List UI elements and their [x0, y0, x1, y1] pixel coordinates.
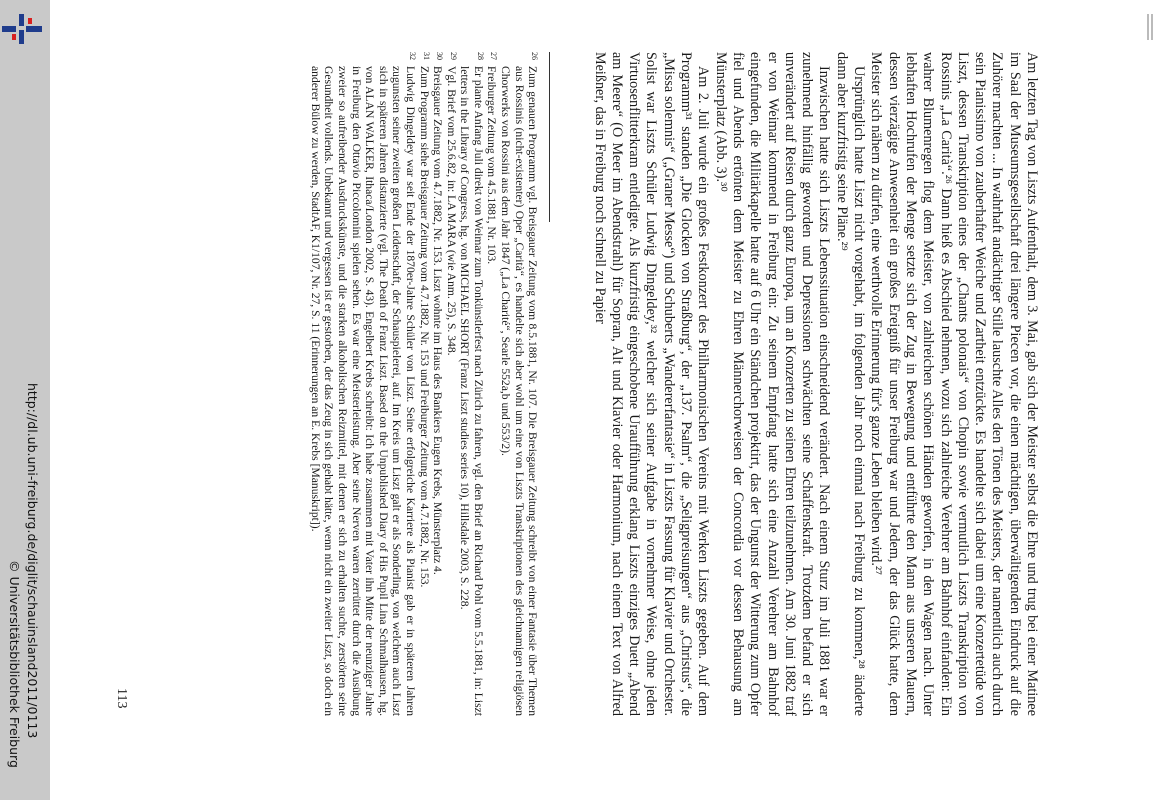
footnote: [485, 52, 499, 716]
footnote-number: 30: [435, 52, 445, 60]
footnote-number: 26: [530, 52, 540, 60]
footnote-number: 32: [407, 52, 417, 60]
copyright-notice: © Universitätsbibliothek Freiburg: [7, 560, 22, 768]
body-paragraph: Am letzten Tag von Liszts Aufenthalt, dem 3. Mai, gab sich der Meister selbst die Ehre und trug bei einer Matinee im Saal der Museumsgesellschaft drei längere Piecen vor, die einen mächtigen, überwältigenden Eindruck auf die Zuhörer machten ... In wahrhaft andächtiger Stille lauschte Alles den Tönen des Meisters, der namentlich auch durch sein Pianissimo von zauberhafter Weiche und Zartheit entzückte. Es handelte sich dabei um eine Konzertetüde von Liszt, dessen Transkription eines der „Chants polonais“ von Chopin sowie vermutlich Liszts Transkription von Rossinis „La Carità“.²⁶ Dann hieß es Abschied nehmen, wozu sich zahlreiche Verehrer am Bahnhof einfanden: Ein wahrer Blumenregen flog dem Meister, von zahlreichen schönen Händen geworfen, in den Wagen nach. Unter lebhaften Hochrufen der Menge setzte sich der Zug in Bewegung und entführte den Mann aus unseren Mauern, dessen vierzägige Anwesenheit ein großes Ereigniß für unser Freiburg war und Jedem, der das Glück hatte, dem Meister sich nähern zu dürfen, eine werthvolle Erinnerung für's ganze Leben bleiben wird.²⁷: [868, 52, 1040, 716]
footnote-text: Freiburger Zeitung vom 4.5.1881, Nr. 103.: [485, 66, 499, 265]
footnote-text: Zum Programm siehe Breisgauer Zeitung vom 4.7.1882, Nr. 153 und Freiburger Zeitung vom 4.7.1882, Nr. 153.: [417, 66, 431, 588]
body-paragraph: Inzwischen hatte sich Liszts Lebenssituation einschneidend verändert. Nach einem Sturz im Juli 1881 war er zunehmend hinfällig geworden und Depressionen schwächten seine Schaffenskraft. Trotzdem befand er sich unverändert auf Reisen durch ganz Europa, um an Konzerten zu seinen Ehren teilzunehmen. Am 30. Juni 1882 traf er von Weimar kommend in Freiburg ein: Zu seinem Empfang hatte sich eine Anzahl Verehrer am Bahnhof eingefunden, die Militärkapelle hatte auf 6 Uhr ein Ständchen projektirt, das der Ungunst der Witterung zum Opfer fiel und Abends ertönten dem Meister zu Ehren Männerchorweisen der Concordia vor dessen Behausung am Münsterplatz (Abb. 3).³⁰: [712, 52, 833, 716]
university-logo-icon: [2, 6, 46, 46]
footnote-text: Er plante Anfang Juli direkt von Weimar zum Tonkünstlerfest nach Zürich zu fahren, vgl. den Brief an Richard Pohl vom 5.5.1881, in: Liszt letters in the Library of Congress, hg. von MICHAEL SHORT (Franz Liszt studies series 10), Hillsdale 2003, S. 228.: [458, 66, 485, 716]
footnote: [458, 52, 485, 716]
body-paragraph: Am 2. Juli wurde ein großes Festkonzert des Philharmonischen Vereins mit Werken Liszts gegeben. Auf dem Programm³¹ standen „Die Glocken von Straßburg“, der „137. Psalm“, die „Seligpreisungen“ aus „Christus“, die „Missa solemnis“ („Graner Messe“) und Schuberts „Wandererfantasie“ in Liszts Fassung für Klavier und Orchester. Solist war Liszts Schüler Ludwig Dingeldey,³² welcher sich seiner Aufgabe in vornehmer Weise, ohne jeden Virtuosenflitterkram entledigte. Als kurzfristig eingeschobene Uraufführung erklang Liszts einziges Duett „Abend am Meere“ (O Meer im Abendstrahl) für Sopran, Alt und Klavier oder Harmonium, nach einem Text von Alfred Meißner, das in Freiburg noch schnell zu Papier: [591, 52, 712, 716]
page-edge-mark: [1147, 14, 1153, 40]
footnote-number: 28: [475, 52, 485, 60]
page-number: 113: [114, 688, 129, 709]
footnote: [499, 52, 540, 716]
source-url[interactable]: http://dl.ub.uni-freiburg.de/diglit/schauinsland2011/0113: [25, 383, 40, 739]
footnote-number: 27: [489, 52, 499, 60]
footnote: [417, 52, 431, 716]
footnote-number: 31: [421, 52, 431, 60]
footnote: [308, 52, 417, 716]
footnote-text: Vgl. Brief vom 25.6.82, in: LA MARA (wie Anm. 25), S. 348.: [444, 66, 458, 356]
body-paragraph: Ursprünglich hatte Liszt nicht vorgehabt, im folgenden Jahr noch einmal nach Freiburg zu kommen,²⁸ änderte dann aber kurzfristig seine Pläne.²⁹: [833, 52, 868, 716]
sidebar: [0, 0, 50, 800]
footnote-number: 29: [448, 52, 458, 60]
footnote-text: Ludwig Dingeldey war seit Ende der 1870er-Jahre Schüler von Liszt. Seine erfolgreiche Karriere als Pianist gab er in späteren Jahren zugunsten seiner zweiten großen Leidenschaft, der Schauspielerei, auf. Im Kreis um Liszt galt er als Sonderling, von welchem auch Liszt sich in späteren Jahren distanzierte (vgl. The Death of Franz Liszt. Based on the Unpublished Diary of His Pupil Lina Schmalhausen, hg. von ALAN WALKER, Ithaca/London 2002, S. 43). Engelbert Krebs schreibt: Ich habe zusammen mit Vater ihn Mitte der neunziger Jahre in Freiburg den Ottavio Piccolomini spielen sehen. Es war eine Meisterleistung. Aber seine Nerven waren zerrüttet durch die Ausübung zweier so aufreibender Ausdruckskünste, und die starken alkoholischen Reizmittel, mit denen er sich zu erhalten suchte, zerstörten seine Gesundheit vollends. Unbekannt und vergessen ist er gestorben, der das Zeug in sich gehabt hätte, wenn nicht ein zweiter Liszt, so doch ein anderer Bülow zu werden, StadtAF, K1/107, Nr. 27, S. 11 (Erinnerungen an E. Krebs [Manuskript]).: [308, 66, 417, 716]
footnote: [444, 52, 458, 716]
footnote: [431, 52, 445, 716]
footnote-text: Breisgauer Zeitung vom 4.7.1882, Nr. 153. Liszt wohnte im Haus des Bankiers Eugen Krebs, Münsterplatz 4.: [431, 66, 445, 575]
document-page: [120, 52, 1040, 716]
footnote-divider: [549, 52, 550, 222]
footnote-text: Zum genauen Programm vgl. Breisgauer Zeitung vom 8.5.1881, Nr. 107. Die Breisgauer Zeitung schreibt von einer Fantasie über Themen aus Rossinis (nicht-existenter) Oper „Carità“, es handelte sich aber wohl um eine von Liszts Transkriptionen des gleichnamigen religiösen Chorwerks von Rossini aus dem Jahr 1847 („La Charité“, Searle 552a,b und 553/2).: [499, 66, 540, 716]
